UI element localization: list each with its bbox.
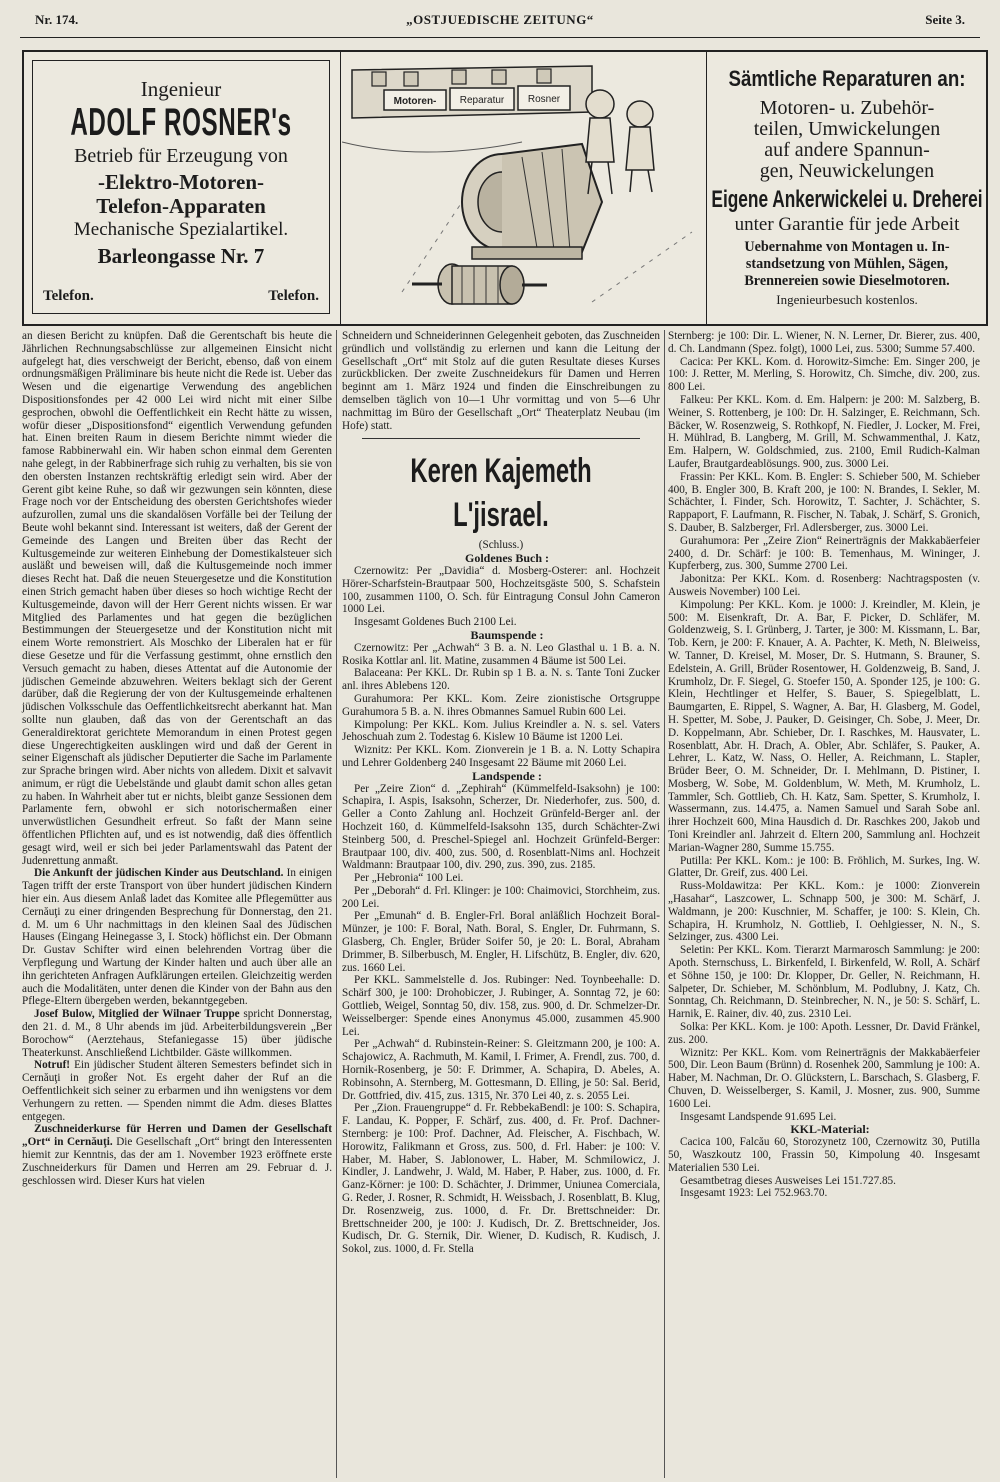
entry-land-hebronia: Per „Hebronia“ 100 Lei.: [354, 872, 464, 885]
ad-left-panel: [24, 52, 341, 324]
entry-baum-wiznitz: Wiznitz: Per KKL. Kom. Zionverein je 1 B. a. N. Lotty Schapira und Lehrer Goldenberg 240 Insgesamt 22 Bäume mit 2060 Lei.: [342, 744, 660, 769]
total-ausweis: Gesamtbetrag dieses Ausweises Lei 151.727.85.: [680, 1174, 896, 1187]
header-rule: [20, 37, 980, 38]
entry-russ-moldawitza: Russ-Moldawitza: Per KKL. Kom.: je 1000: Zionverein „Hasahar“, Laszcower, L. Schnapp 500, je 300: M. Schärf, J. Waldmann, je 200: Kuschnier, M. Schaffer, je 100: S. Klein, Ch. Schapira, H. Krumholz, N. Gottlieb, I. Oehlgiesser, N. N., S. Selzinger, zus. 4300 Lei.: [668, 880, 980, 944]
article-notruf: [22, 1059, 332, 1123]
entry-land-achwah: Per „Achwah“ d. Rubinstein-Reiner: S. Gleitzmann 200, je 100: A. Schajowicz, A. Rachmuth, M. Kamil, I. Frimer, A. Frendl, zus. 700, d. Hornik-Rosenberg, je 50: F. Drimmer, A. Schapira, D. Abeles, A. Robinsohn, A. Sternberg, M. Gottesmann, D. Elling, je 50: Sal. Berid, Dr. Gottfried, div. 415, zus. 1315, Nr. 370 Lei 40, z. s. 2055 Lei.: [342, 1038, 660, 1102]
newspaper-title: „OSTJUEDISCHE ZEITUNG“: [406, 12, 594, 27]
entry-sternberg: Sternberg: je 100: Dir. L. Wiener, N. N. Lerner, Dr. Bierer, zus. 400, d. Ch. Landmann (Spez. folgt), 1000 Lei, zus. 5300; Summe 57.400.: [668, 330, 980, 355]
ad-repair-line-3: auf andere Spannun-: [764, 139, 930, 161]
article-bulow: [22, 1008, 332, 1059]
ad-repair-title: Sämtliche Reparaturen an:: [728, 66, 966, 91]
ad-ingenieurbesuch: Ingenieurbesuch kostenlos.: [776, 292, 918, 307]
ad-company-name: ADOLF ROSNER's: [70, 101, 292, 144]
ad-betrieb: Betrieb für Erzeugung von: [74, 145, 288, 167]
ad-repair-line-1: Motoren- u. Zubehör-: [759, 97, 935, 119]
entry-falkeu: Falkeu: Per KKL. Kom. d. Em. Halpern: je 200: M. Salzberg, B. Weiner, S. Rottenberg, je 100: Dr. H. Salzinger, E. Reichmann, Sch. Bäcker, W. Rosenzweig, S. Rothkopf, N. Fiedler, J. Locker, M. Frei, H. Mühlrad, B. Langberg, M. Grill, M. Schwammenthal, J. Katz, Em. Halpern, W. Goldschmied, zus. 2100, Emil Rudich-Kalman Laufer, Brautgardeablösungs. 900, zus. 3000 Lei.: [668, 393, 980, 470]
ad-telefon-right: Telefon.: [268, 288, 319, 304]
article-zuschneider-body: Die Gesellschaft „Ort“ bringt den Interessenten hiemit zur Kenntnis, das der am 1. November 1923 eröffnete erste Zuschneiderkurs für Damen und Herren am 29. Februar d. J. geschlossen wird. Dieser Kurs hat vielen: [22, 1136, 333, 1187]
ad-repair-line-4: gen, Neuwickelungen: [759, 160, 935, 182]
issue-number: Nr. 174.: [35, 12, 79, 27]
ad-elektro: -Elektro-Motoren-: [97, 170, 264, 194]
entry-land-deborah: Per „Deborah“ d. Frl. Klinger: je 100: Chaimovici, Storchheim, zus. 200 Lei.: [342, 884, 660, 910]
article-notruf-body: Ein jüdischer Student älteren Semesters befindet sich in Cernăuţi in großer Not. Es ergeht daher der Ruf an die Oeffentlichkeit sich seiner zu erbarmen und ihn wenigstens vor dem Verhungern zu retten. — Spenden nimmt die Adm. dieses Blattes entgegen.: [22, 1059, 333, 1123]
column-2: [342, 330, 660, 1256]
article-zuschneider-headline: Zuschneiderkurse für Herren und Damen der Gesellschaft „Ort“ in Cernăuţi.: [22, 1123, 332, 1149]
ad-ingenieur: Ingenieur: [140, 77, 222, 101]
article-ort-continued: Schneidern und Schneiderinnen Gelegenheit geboten, das Zuschneiden gründlich und vollständig zu erlernen und kann die Leitung der Gesellschaft „Ort“ mit Stolz auf die guten Resultate dieses Kurses zurückblicken. Der zweite Zuschneidekurs für Damen und Herren beginnt am 1. März 1924 und finden die Einschreibungen zu demselben täglich von 10—1 Uhr vormittag und von 5—6 Uhr nachmittag im Büro der Gesellschaft „Ort“ Theaterplatz Neubau (im Hofe) statt.: [342, 330, 660, 432]
heading-baumspende: Baumspende :: [470, 627, 544, 642]
article-kinder-body: In einigen Tagen trifft der erste Transport von über hundert jüdischen Kindern hier ein. Aus diesem Anlaß ladet das Komitee alle Pflegemütter aus Cernăuţi zu einer dringenden Besprechung für Donnerstag, den 21. d. M. um 6 Uhr nachmittags in den kleinen Saal des Jüdischen Hauses (Eingang Heinegasse 3, I. Stock) höflichst ein. Der Obmann Dr. Gustav Schifter wird einen belehrenden Vortrag über die Verpflegung und Wartung der Kinder halten und auch über alle an ihn gerichteten Anfragen Aufklärungen erteilen. Gleichzeitig werden auch die Modalitäten, unter denen die Kinder von der Bahn aus den Pflege-Eltern übergeben werden, bekanntgegeben.: [22, 867, 333, 1008]
ad-garantie: unter Garantie für jede Arbeit: [734, 214, 960, 235]
sign-rosner: Rosner: [527, 94, 561, 105]
entry-goldenes-czernowitz: Czernowitz: Per „Davidia“ d. Mosberg-Osterer: anl. Hochzeit Hörer-Scharfstein-Brautpaar 500, Hochzeitsgäste 500, S. Schafstein 100, zusammen 1100, O. Sch. für Eintragung Consul John Cameron 1000 Lei.: [342, 564, 660, 616]
article-bulow-headline: Josef Bulow, Mitglied der Wilnaer Truppe: [34, 1008, 240, 1021]
ad-mechanische: Mechanische Spezialartikel.: [73, 219, 289, 240]
entry-baum-gurahumora: Gurahumora: Per KKL. Kom. Zeire zionistische Ortsgruppe Gurahumora 5 B. a. N. ihres Obmannes Samuel Rubin 600 Lei.: [342, 692, 660, 718]
ad-uebernahme-1: Uebernahme von Montagen u. In-: [744, 239, 950, 255]
sign-reparatur: Reparatur: [459, 95, 505, 106]
entry-land-frauengruppe: Per „Zion. Frauengruppe“ d. Fr. RebbekaBendl: je 100: S. Schapira, F. Landau, K. Popper, F. Schärf, zus. 400, d. Fr. Prof. Dachner-Sternberg: je 100: Prof. Dachner, Ad. Fleischer, A. Fischbach, W. Horowitz, Falikmann et Gross, zus. 500, d. Frl. Haber: je 100: V. Haber, M. Haber, S. Jablonower, L. Haber, M. Schmilowicz, J. Kindler, J. Landwehr, J. Wald, M. Haber, P. Haber, zus. 1000, d. Fr. Ganz-Körner: je 100: D. Schächter, J. Drimmer, Uniunea Comerciala, G. Reder, J. Rosner, R. Schmidt, H. Weissbach, J. Rosenblatt, B. Klug, Dr. Rosenzweig, zus. 1000, d. Fr. Dr. Brettschneider: Dr. Brettschneider 200, je 100: J. Kudisch, Dr. Z. Brettschneider, Jos. Kudisch, Dr. G. Sternik, Dir. Wiener, D. Kudisch, R. Kudisch, J. Sokol, zus. 1000, d. Fr. Stella: [342, 1102, 660, 1256]
entry-baum-balaceana: Balaceana: Per KKL. Dr. Rubin sp 1 B. a. N. s. Tante Toni Zucker anl. ihres Ablebens 120.: [342, 667, 660, 693]
ad-right-panel: [708, 52, 986, 324]
entry-land-emunah: Per „Emunah“ d. B. Engler-Frl. Boral anläßlich Hochzeit Boral-Münzer, je 100: F. Boral, Nath. Boral, S. Engler, Dr. Fuhrmann, S. Glasberg, Ch. Engler, Brüder Soifer 50, je 20: L. Boral, Abraham Drimmer, B. Silberbusch, M. Engler, H. Lifschütz, B. Engler, div. 620, zus. 1660 Lei.: [342, 910, 660, 974]
motor-drawing: [462, 144, 602, 259]
advertisement: [22, 50, 988, 326]
ad-uebernahme-2: standsetzung von Mühlen, Sägen,: [745, 256, 949, 272]
entry-gurahumora: Gurahumora: Per „Zeire Zion“ Reinerträgnis der Makkabäerfeier 2400, d. Dr. Schärf: je 100: B. Temenhaus, M. Wininger, J. Kupferberg, zus. 300, Summe 2700 Lei.: [668, 534, 980, 573]
article-kinder: [22, 867, 332, 1008]
column-divider-1: [336, 330, 337, 1478]
ad-left-frame: [32, 60, 330, 314]
kkl-title: Keren Kajemeth L'jisrael.: [410, 452, 592, 535]
ad-repair-line-2: teilen, Umwickelungen: [753, 118, 941, 140]
entry-land-zeire-zion: Per „Zeire Zion“ d. „Zephirah“ (Kümmelfeld-Isaksohn) je 100: Schapira, I. Aspis, Isaksohn, Scherzer, Dr. Niederhofer, zus. 500, d. Geller a Conto Zahlung anl. Hochzeit Grünfeld-Berger anl. der Hochzeit 160, d. Kümmelfeld-Isaksohn 135, durch Schächter-Zwi Steinberg 500, d. Preschel-Spiegel anl. Hochzeit Grünfeld-Berger: Brautpaar 100, div. 400, zus. 500, d. Rosenblatt-Nims anl. Hochzeit Waldmann: Brautpaar 100, div. 290, zus. 390, zus. 2185.: [342, 782, 660, 872]
page-number: Seite 3.: [925, 12, 965, 27]
kkl-schluss: (Schluss.): [478, 539, 524, 552]
entry-land-sammelstelle: Per KKL. Sammelstelle d. Jos. Rubinger: Ned. Toynbeehalle: D. Schärf 300, je 100: Drohobiczer, J. Rubinger, A. Sonntag 72, je 60: Gottlieb, Weigel, Sonntag 50, div. 158, zus. 900, d. Dr. Schmelzer-Dr. Weisselberger: Spende eines Anonymus 45.000, zusammen 45.900 Lei.: [342, 974, 660, 1038]
entry-kimpolung: Kimpolung: Per KKL. Kom. je 1000: J. Kreindler, M. Klein, je 500: M. Eisenkraft, Dr. A. Bar, F. Picker, D. Schläfer, M. Goldenzweig, S. I. Grünberg, J. Tarter, je 300: M. Kissmann, L. Bar, Tob. Kern, je 200: F. Knauer, A. A. Pachter, K. Meth, N. Bleiweiss, W. Tanner, D. Kreisel, M. Moser, Dr. S. Hutmann, S. Brauner, S. Edelstein, A. Grill, Brüder Rosentower, H. Goldenzweig, B. Sand, J. Krumholz, Dr. F. Siegel, G. Stoefer 150, A. Sponder 125, je 100: G. Klein, Hechtlinger et Helfer, S. Bauer, S. Spiegelblatt, L. Baumgarten, E. Rippel, S. Wagner, A. Bar, H. Glasberg, M. Godel, H. Spetter, M. Sobe, J. Pauker, D. Geisinger, Ch. Sobe, J. Meer, Dr. D. Koppelmann, Abr. Schieber, Dr. I. Raschkes, M. Hausvater, L. Rosenblatt, Abr. H. Drach, A. Obler, Abr. Schläfer, S. Pauker, A. Lehrer, L. Katz, W. Nass, O. Heller, A. Reichmann, L. Stapler, Brüder Beer, O. M. Schneider, Dr. I. Mehlmann, D. Pistiner, I. Mosberg, W. Sobe, M. Goldenblum, W. Meth, M. Krumholz, L. Tammler, Sch. Gottlieb, Ch. H. Katz, Sam. Spetter, S. Krumholz, I. Wassermann, zus. 14.475, a. Namen Samuel und Sarah Sobe anl. ihrer Hochzeit 600, Mina Hausdich d. Dr. Raschkes 200, Jakob und Toni Kreindler anl. Jahrzeit d. Eltern 200, Sammlung anl. Hochzeit Marian-Wagner 280, Summe 15.755.: [668, 598, 980, 854]
entry-baum-kimpolung: Kimpolung: Per KKL. Kom. Julius Kreindler a. N. s. sel. Vaters Jehoschuah zum 2. Todestag 6. Kislew 10 Bäume ist 1200 Lei.: [342, 718, 660, 744]
entry-baum-czernowitz: Czernowitz: Per „Achwah“ 3 B. a. N. Leo Glasthal u. 1 B. a. N. Rosika Kottlar anl. lit. Matine, zusammen 4 Bäume ist 500 Lei.: [342, 641, 660, 667]
ad-telefon-apparaten: Telefon-Apparaten: [96, 194, 266, 218]
article-notruf-headline: Notruf!: [34, 1059, 71, 1072]
entry-solka: Solka: Per KKL. Kom. je 100: Apoth. Lessner, Dr. David Fränkel, zus. 200.: [668, 1021, 980, 1046]
article-kinder-headline: Die Ankunft der jüdischen Kinder aus Deutschland.: [34, 867, 284, 880]
entry-frassin: Frassin: Per KKL. Kom. B. Engler: S. Schieber 500, M. Schieber 400, B. Engler 300, B. Kraft 200, je 100: N. Brandes, I. Sekler, M. Schächter, I. Finder, Sch. Horowitz, T. Sachter, J. Schächter, S. Rappaport, F. Laufmann, R. Fischer, N. Tabak, J. Schärf, S. Gronich, S. Dauber, B. Salzberger, Frl. Adlersberger, zus. 3000 Lei.: [668, 470, 980, 534]
column-divider-2: [664, 330, 665, 1478]
column-3: [668, 330, 980, 1200]
article-zuschneider: [22, 1123, 332, 1187]
page-header: [35, 6, 965, 32]
total-goldenes: Insgesamt Goldenes Buch 2100 Lei.: [354, 616, 517, 629]
total-1923: Insgesamt 1923: Lei 752.963.70.: [680, 1187, 828, 1200]
workshop-illustration: [342, 52, 706, 324]
article-gerent: an diesen Bericht zu knüpfen. Daß die Gerentschaft bis heute die Jährlichen Rechnungsabschlüsse zur allgemeinen Einsicht nicht aufgelegt hat, dies verschweigt der Bericht, ebenso, daß von einem ordnungsmäßigen Präliminare bis heute nicht die Rede ist. Ueber das Wesen und die eigenartige Verwendung des angeblichen Dispositionsfondes per 42 000 Lei wird nicht mit einer Silbe gesprochen, obwohl die Oeffentlichkeit ein Recht hätte zu wissen, wofür dieser „Dispositionsfond“ eigentlich Verwendung gefunden hat. Einen breiten Raum in diesem Berichte nimmt wieder die famose Rabbinerwahl ein. Wir haben schon einmal dem Gerenten nahe gelegt, in der Rabbinerfrage sich ruhig zu verhalten, bis sie von den obersten Instanzen rechtskräftig erledigt sein wird. Aber der Gerent gibt keine Ruhe, so daß wir gezwungen sein könnten, diese Frage noch vor der Entscheidung des obersten Gerichtshofes wieder aufzurollen, zumal uns die skandalösen Vorfälle bei der Teilung der Beute wohl bekannt sind. Interessant ist weiters, daß der Gerent der Gemeinde des Langen und Breiten über das Recht der Kultusgemeinde zur weiteren Einhebung der Domestikalsteuer sich ausläßt und beweisen will, daß die Kultusgemeinde noch immer dieses Recht hat. Daß die neuen Steuergesetze und die Konstitution einen Strich gemacht haben über dieses so hoch wichtige Recht der Kultusgemeinde, davon will der Herr Gerent nichts wissen. Er war Mitglied des Parlamentes und hat gegen die bezüglichen Bestimmungen der Steuergesetze und der Konstitution nicht mit einem Worte remonstriert. Als Moschko der Liberalen hat er für diese Gesetze und für die Verfassung gestimmt, ohne ernstlich den Versuch gemacht zu haben, dieses Attentat auf die Autonomie der jüdischen Gemeinde abzuwehren. Weiters beklagt sich der Gerent darüber, daß die Regierung der von der Kultusgemeinde erhaltenen jüdischen Volksschule das Oeffentlichkeitsrecht aberkannt hat. Man sollte nun glauben, daß das von der Gerentschaft an das Generaldirektorat gerichtete Memorandum in einen Protest gegen diese Ungerechtigkeiten ausklingen wird und daß der Gerent in seiner Eigenschaft als jüdischer Deputierter die Sache im Parlamente zur Sprache bringen wird. Aber nichts von alledem. Dixit et salvavit animum, er rügt die Uebelstände und glaubt damit schon alles getan zu haben. In Wahrheit aber tut er nichts, bleibt ganze Sessionen dem Parlamente fern, obwohl er sich notorischermaßen einer unverwüstlichen Gesundheit erfreut. So faßt der Mann seine öffentlichen Pflichten auf, und es ist notwendig, daß dies öffentlich gesagt wird, weil er sich bei jeder Parlamentswahl das Patent der Judenrettung anmaßt.: [22, 330, 332, 867]
entry-seletin: Seletin: Per KKL. Kom. Tierarzt Marmarosch Sammlung: je 200: Apoth. Sternschuss, L. Birkenfeld, I. Birkenfeld, W. Roll, A. Schärf et Söhne 150, je 100: Dr. Klopper, Dr. Geller, N. Reichmann, H. Salpeter, Dr. Schieber, M. Schönblum, M. Podlubny, J. Katz, Ch. Sonntag, Ch. Reichmann, D. Steinbrecher, N. N., je 50: S. Schärf, L. Harnik, E. Rainer, div. 40, zus. 2310 Lei.: [668, 944, 980, 1021]
heading-landspende: Landspende :: [472, 768, 542, 783]
ad-ankerwickelei: Eigene Ankerwickelei u. Dreherei: [711, 186, 983, 213]
ad-telefon-left: Telefon.: [43, 288, 94, 304]
total-landspende: Insgesamt Landspende 91.695 Lei.: [680, 1110, 837, 1123]
ad-uebernahme-3: Brennereien sowie Dieselmotoren.: [744, 273, 950, 289]
entry-cacica: Cacica: Per KKL. Kom. d. Horowitz-Simche: Em. Singer 200, je 100: J. Retter, M. Merling, S. Horowitz, Ch. Simche, div. 200, zus. 800 Lei.: [668, 355, 980, 394]
ad-address: Barleongasse Nr. 7: [97, 244, 265, 268]
entry-kkl-material: Cacica 100, Falcău 60, Storozynetz 100, Czernowitz 30, Putilla 50, Waszkoutz 100, Frassin 50, Kimpolung 40. Insgesamt Materialien 530 Lei.: [668, 1136, 980, 1174]
column-1: [22, 330, 332, 1187]
heading-kkl-material: KKL-Material:: [790, 1122, 870, 1137]
section-rule: [362, 438, 640, 439]
sign-motoren: Motoren-: [393, 96, 437, 107]
entry-wiznitz: Wiznitz: Per KKL. Kom. vom Reinerträgnis der Makkabäerfeier 500, Dir. Leon Baum (Brünn) d. Rosenhek 200, Sammlung je 100: A. Haber, M. Nachman, Dr. O. Glückstern, L. Barschach, S. Glasberg, F. Chuven, D. Weisselberger, S. Kamil, J. Mosner, zus. 900, Summe 1600 Lei.: [668, 1046, 980, 1110]
article-bulow-body: spricht Donnerstag, den 21. d. M., 8 Uhr abends im jüd. Arbeiterbildungsverein „Ber Borochow“ (Aerztehaus, Stefaniegasse 15) über jüdische Theaterkunst. Anschließend Lichtbilder. Gäste willkommen.: [22, 1008, 333, 1059]
entry-putilla: Putilla: Per KKL. Kom.: je 100: B. Fröhlich, M. Surkes, Ing. W. Glatter, Dr. Greif, zus. 400 Lei.: [668, 854, 980, 880]
entry-jabonitza: Jabonitza: Per KKL. Kom. d. Rosenberg: Nachtragsposten (v. Ausweis November) 100 Lei.: [668, 573, 980, 598]
ad-illustration: [342, 52, 707, 324]
heading-goldenes-buch: Goldenes Buch :: [464, 551, 549, 566]
